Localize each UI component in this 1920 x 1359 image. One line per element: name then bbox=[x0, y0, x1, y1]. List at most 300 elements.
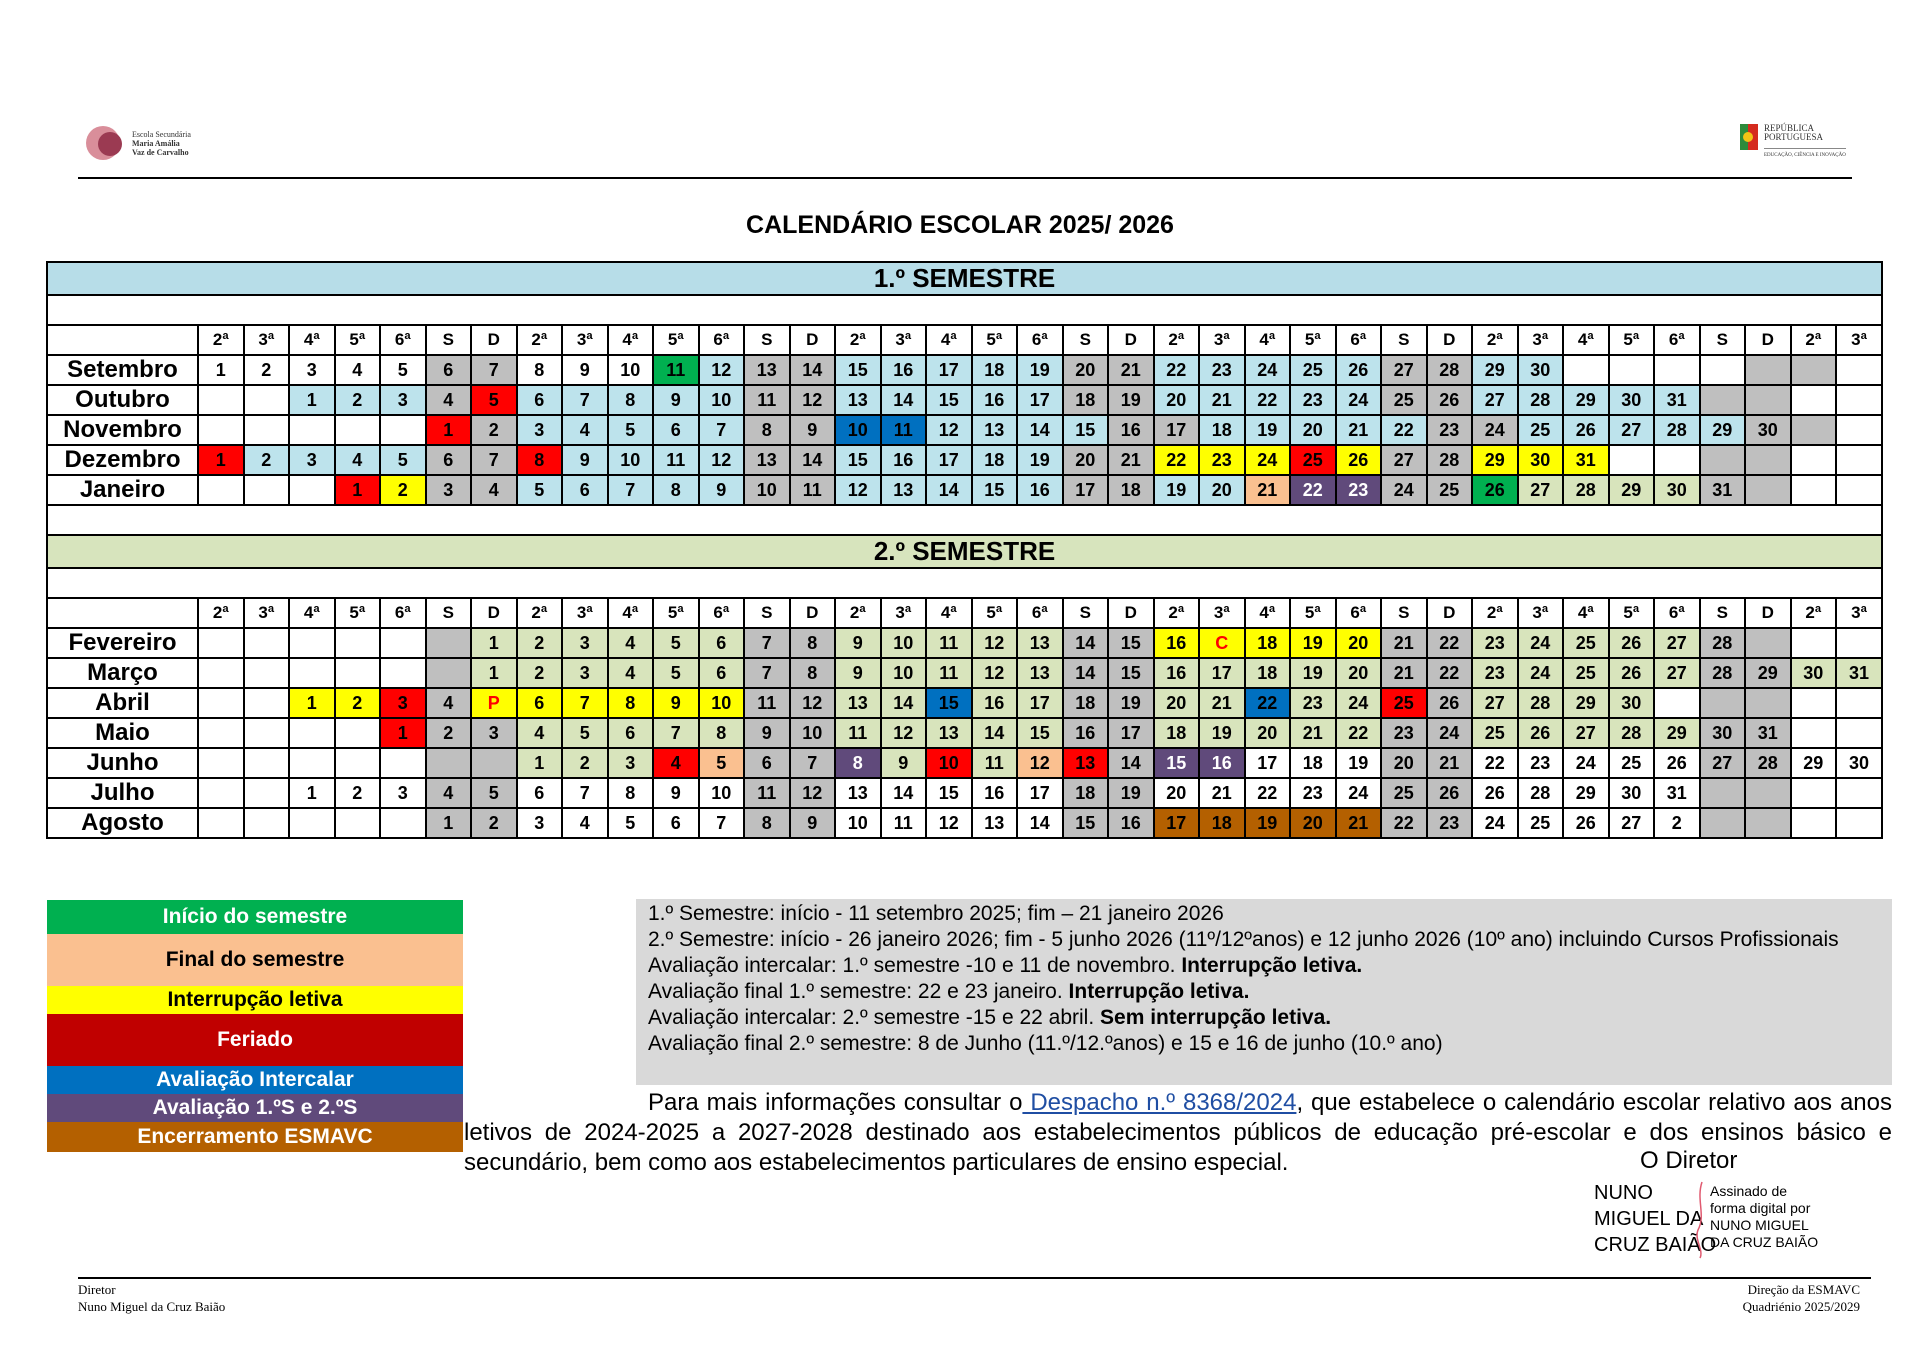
day-cell: 16 bbox=[1108, 808, 1154, 838]
day-cell: 8 bbox=[608, 688, 654, 718]
day-cell: 16 bbox=[972, 778, 1018, 808]
day-cell: 6 bbox=[608, 718, 654, 748]
weekday-header: 2ª bbox=[1791, 598, 1837, 628]
weekday-header: 2ª bbox=[1472, 598, 1518, 628]
day-cell: 12 bbox=[835, 475, 881, 505]
day-cell: 9 bbox=[790, 808, 836, 838]
day-cell: 19 bbox=[1245, 415, 1291, 445]
weekday-header: 3ª bbox=[244, 325, 290, 355]
empty-day-cell bbox=[1700, 778, 1746, 808]
legend-item: Avaliação 1.ºS e 2.ºS bbox=[47, 1094, 463, 1122]
day-cell: 22 bbox=[1427, 628, 1473, 658]
month-row bbox=[47, 808, 1882, 838]
day-cell: 28 bbox=[1518, 385, 1564, 415]
semester-header: 1.º SEMESTRE bbox=[47, 262, 1882, 295]
day-cell: 9 bbox=[699, 475, 745, 505]
weekday-header: 3ª bbox=[1836, 325, 1882, 355]
day-cell: 6 bbox=[699, 658, 745, 688]
month-row bbox=[47, 445, 1882, 475]
empty-day-cell bbox=[1700, 385, 1746, 415]
day-cell: 23 bbox=[1290, 385, 1336, 415]
day-cell: 14 bbox=[972, 718, 1018, 748]
weekday-header: D bbox=[790, 325, 836, 355]
day-cell: 3 bbox=[380, 688, 426, 718]
weekday-header: 2ª bbox=[1154, 325, 1200, 355]
empty-day-cell bbox=[1745, 355, 1791, 385]
day-cell: 7 bbox=[562, 778, 608, 808]
day-cell: 10 bbox=[608, 355, 654, 385]
weekday-header: 4ª bbox=[1563, 325, 1609, 355]
day-cell: 25 bbox=[1518, 808, 1564, 838]
day-cell: 15 bbox=[1063, 415, 1109, 445]
day-cell: 18 bbox=[972, 355, 1018, 385]
day-cell: 17 bbox=[1154, 415, 1200, 445]
empty-day-cell bbox=[198, 415, 244, 445]
day-cell: 14 bbox=[926, 475, 972, 505]
day-cell: 12 bbox=[926, 415, 972, 445]
legend-item: Avaliação Intercalar bbox=[47, 1066, 463, 1094]
note-text: Avaliação intercalar: 2.º semestre -15 e 22 abril. bbox=[648, 1006, 1101, 1029]
weekday-header: 3ª bbox=[1199, 325, 1245, 355]
day-cell: 19 bbox=[1017, 355, 1063, 385]
weekday-header: 6ª bbox=[1336, 325, 1382, 355]
empty-day-cell bbox=[1836, 415, 1882, 445]
day-cell: 26 bbox=[1472, 475, 1518, 505]
empty-day-cell bbox=[289, 658, 335, 688]
day-cell: 25 bbox=[1518, 415, 1564, 445]
month-name: Julho bbox=[47, 778, 198, 808]
day-cell: 20 bbox=[1063, 355, 1109, 385]
day-cell: 12 bbox=[790, 385, 836, 415]
empty-day-cell bbox=[244, 628, 290, 658]
empty-day-cell bbox=[335, 628, 381, 658]
month-row bbox=[47, 688, 1882, 718]
day-cell: 28 bbox=[1563, 475, 1609, 505]
empty-day-cell bbox=[1654, 688, 1700, 718]
weekday-header: 4ª bbox=[608, 325, 654, 355]
empty-day-cell bbox=[1563, 355, 1609, 385]
weekday-header: S bbox=[1381, 325, 1427, 355]
day-cell: 27 bbox=[1700, 748, 1746, 778]
day-cell: 1 bbox=[198, 355, 244, 385]
month-row bbox=[47, 778, 1882, 808]
day-cell: 2 bbox=[335, 385, 381, 415]
digital-signature-line: forma digital por bbox=[1710, 1200, 1811, 1216]
empty-day-cell bbox=[198, 475, 244, 505]
weekday-header: 2ª bbox=[1791, 325, 1837, 355]
day-cell: 22 bbox=[1381, 808, 1427, 838]
weekday-header: D bbox=[471, 598, 517, 628]
day-cell: 5 bbox=[653, 628, 699, 658]
weekday-header: 5ª bbox=[972, 598, 1018, 628]
day-cell: 6 bbox=[653, 808, 699, 838]
day-cell: 31 bbox=[1836, 658, 1882, 688]
weekday-header: 4ª bbox=[1245, 598, 1291, 628]
day-cell: 13 bbox=[1017, 628, 1063, 658]
day-cell: 9 bbox=[562, 355, 608, 385]
weekday-header: D bbox=[1427, 325, 1473, 355]
weekday-header: 5ª bbox=[1290, 325, 1336, 355]
weekday-header: S bbox=[744, 598, 790, 628]
day-cell: 14 bbox=[1108, 748, 1154, 778]
weekday-header: 3ª bbox=[1518, 325, 1564, 355]
day-cell: 26 bbox=[1609, 628, 1655, 658]
weekday-header: 2ª bbox=[517, 598, 563, 628]
empty-day-cell bbox=[1836, 808, 1882, 838]
footer-left-line2: Nuno Miguel da Cruz Baião bbox=[78, 1299, 226, 1314]
day-cell: 20 bbox=[1290, 808, 1336, 838]
empty-day-cell bbox=[380, 748, 426, 778]
day-cell: 20 bbox=[1381, 748, 1427, 778]
day-cell: 27 bbox=[1563, 718, 1609, 748]
day-cell: 9 bbox=[653, 385, 699, 415]
empty-day-cell bbox=[426, 658, 472, 688]
note-text: Avaliação final 2.º semestre: 8 de Junho (11.º/12.ºanos) e 15 e 16 de junho (10.º ano) bbox=[648, 1032, 1443, 1055]
note-text: 2.º Semestre: início - 26 janeiro 2026; fim - 5 junho 2026 (11º/12ºanos) e 12 junho 2026 (10º ano) incluindo Cursos Profissionais bbox=[648, 928, 1839, 951]
month-name: Agosto bbox=[47, 808, 198, 838]
spacer-row bbox=[47, 568, 1882, 598]
day-cell: 1 bbox=[198, 445, 244, 475]
day-cell: 20 bbox=[1154, 688, 1200, 718]
day-cell: 13 bbox=[1017, 658, 1063, 688]
day-cell: 12 bbox=[1017, 748, 1063, 778]
day-cell: 10 bbox=[835, 415, 881, 445]
day-cell: 25 bbox=[1381, 778, 1427, 808]
day-cell: 22 bbox=[1245, 778, 1291, 808]
day-cell: 22 bbox=[1290, 475, 1336, 505]
day-cell: 21 bbox=[1336, 415, 1382, 445]
day-cell: 12 bbox=[972, 658, 1018, 688]
despacho-link[interactable]: Despacho n.º 8368/2024 bbox=[1022, 1089, 1297, 1116]
note-line bbox=[648, 927, 1892, 953]
day-cell: 7 bbox=[744, 628, 790, 658]
day-cell: 1 bbox=[380, 718, 426, 748]
day-cell: 14 bbox=[881, 688, 927, 718]
day-cell: 7 bbox=[653, 718, 699, 748]
day-cell: 21 bbox=[1108, 355, 1154, 385]
day-cell: 15 bbox=[926, 385, 972, 415]
day-cell: 21 bbox=[1290, 718, 1336, 748]
day-cell: 15 bbox=[926, 688, 972, 718]
day-cell: 5 bbox=[471, 385, 517, 415]
day-cell: 6 bbox=[562, 475, 608, 505]
school-emblem-icon bbox=[84, 124, 128, 162]
day-cell: 10 bbox=[744, 475, 790, 505]
day-cell: 19 bbox=[1336, 748, 1382, 778]
day-cell: 3 bbox=[471, 718, 517, 748]
day-cell: 11 bbox=[744, 385, 790, 415]
weekday-header: 6ª bbox=[380, 325, 426, 355]
day-cell: 9 bbox=[881, 748, 927, 778]
day-cell: 22 bbox=[1245, 688, 1291, 718]
day-cell: 12 bbox=[926, 808, 972, 838]
signature-name-line: MIGUEL DA bbox=[1594, 1208, 1704, 1230]
day-cell: 11 bbox=[835, 718, 881, 748]
empty-day-cell bbox=[1836, 355, 1882, 385]
empty-day-cell bbox=[244, 778, 290, 808]
semester-notes bbox=[636, 899, 1892, 1085]
day-cell: 15 bbox=[835, 445, 881, 475]
empty-day-cell bbox=[289, 808, 335, 838]
school-logo-text bbox=[132, 130, 191, 157]
day-cell: 7 bbox=[790, 748, 836, 778]
day-cell: 22 bbox=[1154, 445, 1200, 475]
day-cell: 18 bbox=[1154, 718, 1200, 748]
day-cell: 4 bbox=[562, 808, 608, 838]
day-cell: 16 bbox=[1199, 748, 1245, 778]
month-row bbox=[47, 475, 1882, 505]
day-cell: 8 bbox=[744, 808, 790, 838]
day-cell: 29 bbox=[1700, 415, 1746, 445]
weekday-header: 5ª bbox=[335, 325, 381, 355]
day-cell: 20 bbox=[1199, 475, 1245, 505]
digital-signature-line: Assinado de bbox=[1710, 1183, 1788, 1199]
month-name: Setembro bbox=[47, 355, 198, 385]
school-logo-line1: Escola Secundária bbox=[132, 129, 191, 139]
day-cell: 5 bbox=[517, 475, 563, 505]
day-cell: 25 bbox=[1563, 628, 1609, 658]
day-cell: 3 bbox=[562, 628, 608, 658]
day-cell: 15 bbox=[972, 475, 1018, 505]
empty-day-cell bbox=[198, 628, 244, 658]
day-cell: 23 bbox=[1518, 748, 1564, 778]
digital-signature-text bbox=[1710, 1183, 1818, 1251]
day-cell: 4 bbox=[335, 445, 381, 475]
footer-right-line2: Quadriénio 2025/2029 bbox=[1742, 1299, 1860, 1314]
empty-day-cell bbox=[244, 808, 290, 838]
signature-name-line: CRUZ BAIÃO bbox=[1594, 1234, 1717, 1256]
day-cell: 22 bbox=[1245, 385, 1291, 415]
weekday-header: 6ª bbox=[1017, 598, 1063, 628]
note-emphasis: Sem interrupção letiva. bbox=[1100, 1006, 1332, 1029]
day-cell: 2 bbox=[1654, 808, 1700, 838]
day-cell: 3 bbox=[289, 445, 335, 475]
day-cell: 11 bbox=[790, 475, 836, 505]
empty-day-cell bbox=[1836, 628, 1882, 658]
day-cell: 10 bbox=[881, 658, 927, 688]
day-cell: 31 bbox=[1654, 385, 1700, 415]
weekday-header: 2ª bbox=[198, 598, 244, 628]
day-cell: 5 bbox=[562, 718, 608, 748]
day-cell: 10 bbox=[699, 385, 745, 415]
empty-day-cell bbox=[1700, 445, 1746, 475]
day-cell: 11 bbox=[744, 688, 790, 718]
day-cell: 25 bbox=[1472, 718, 1518, 748]
weekday-header: 3ª bbox=[881, 325, 927, 355]
day-cell: 20 bbox=[1290, 415, 1336, 445]
empty-day-cell bbox=[1745, 628, 1791, 658]
weekday-header: S bbox=[1700, 325, 1746, 355]
empty-day-cell bbox=[244, 385, 290, 415]
note-emphasis: Interrupção letiva. bbox=[1068, 980, 1250, 1003]
weekday-header: S bbox=[1700, 598, 1746, 628]
day-cell: 15 bbox=[1063, 808, 1109, 838]
month-name: Novembro bbox=[47, 415, 198, 445]
day-cell: 23 bbox=[1336, 475, 1382, 505]
day-cell: 2 bbox=[244, 445, 290, 475]
day-cell: 8 bbox=[699, 718, 745, 748]
day-cell: 31 bbox=[1654, 778, 1700, 808]
weekday-header: 6ª bbox=[699, 598, 745, 628]
day-cell: 24 bbox=[1336, 778, 1382, 808]
day-cell: 15 bbox=[926, 778, 972, 808]
digital-signature-line: NUNO MIGUEL bbox=[1710, 1217, 1809, 1233]
day-cell: 20 bbox=[1245, 718, 1291, 748]
empty-day-cell bbox=[380, 808, 426, 838]
day-cell: 30 bbox=[1745, 415, 1791, 445]
day-cell: 27 bbox=[1381, 445, 1427, 475]
day-cell: 18 bbox=[1199, 415, 1245, 445]
day-cell: 4 bbox=[471, 475, 517, 505]
day-cell: 24 bbox=[1472, 808, 1518, 838]
day-cell: 4 bbox=[608, 658, 654, 688]
weekday-header: D bbox=[1108, 598, 1154, 628]
day-cell: 27 bbox=[1472, 688, 1518, 718]
empty-day-cell bbox=[380, 628, 426, 658]
day-cell: 23 bbox=[1381, 718, 1427, 748]
day-cell: 13 bbox=[835, 778, 881, 808]
month-row bbox=[47, 748, 1882, 778]
day-cell: 22 bbox=[1427, 658, 1473, 688]
weekday-header: 4ª bbox=[1563, 598, 1609, 628]
empty-day-cell bbox=[380, 658, 426, 688]
day-cell: 3 bbox=[608, 748, 654, 778]
day-cell: 19 bbox=[1017, 445, 1063, 475]
day-cell: 24 bbox=[1518, 658, 1564, 688]
empty-day-cell bbox=[289, 628, 335, 658]
weekday-header: D bbox=[1745, 325, 1791, 355]
weekday-header: 6ª bbox=[1017, 325, 1063, 355]
header-rule bbox=[78, 177, 1852, 179]
day-cell: 14 bbox=[1063, 628, 1109, 658]
day-cell: 21 bbox=[1245, 475, 1291, 505]
day-cell: 17 bbox=[1108, 718, 1154, 748]
day-cell: 13 bbox=[1063, 748, 1109, 778]
empty-day-cell bbox=[335, 415, 381, 445]
day-cell: 26 bbox=[1563, 808, 1609, 838]
day-cell: 24 bbox=[1518, 628, 1564, 658]
day-cell: 2 bbox=[426, 718, 472, 748]
day-cell: 1 bbox=[289, 688, 335, 718]
weekday-header: 5ª bbox=[653, 598, 699, 628]
day-cell: 26 bbox=[1336, 355, 1382, 385]
day-cell: 26 bbox=[1427, 688, 1473, 718]
day-cell: 18 bbox=[1290, 748, 1336, 778]
day-cell: 26 bbox=[1427, 778, 1473, 808]
footer-rule bbox=[78, 1277, 1871, 1279]
spacer-row bbox=[47, 505, 1882, 535]
empty-day-cell bbox=[198, 658, 244, 688]
month-name: Junho bbox=[47, 748, 198, 778]
day-cell: 7 bbox=[471, 355, 517, 385]
day-cell: 17 bbox=[1017, 778, 1063, 808]
weekday-header: D bbox=[1108, 325, 1154, 355]
day-cell: 12 bbox=[790, 778, 836, 808]
day-cell: 5 bbox=[608, 415, 654, 445]
day-cell: 28 bbox=[1518, 688, 1564, 718]
empty-day-cell bbox=[198, 688, 244, 718]
day-cell: 18 bbox=[972, 445, 1018, 475]
day-cell: 8 bbox=[835, 748, 881, 778]
day-cell: 31 bbox=[1563, 445, 1609, 475]
day-cell: 23 bbox=[1199, 445, 1245, 475]
empty-day-cell bbox=[1609, 355, 1655, 385]
day-cell: 20 bbox=[1154, 778, 1200, 808]
footer-left bbox=[78, 1281, 225, 1315]
day-cell: 16 bbox=[972, 688, 1018, 718]
empty-day-cell bbox=[1745, 475, 1791, 505]
day-cell: 25 bbox=[1381, 385, 1427, 415]
day-cell: 4 bbox=[426, 688, 472, 718]
day-cell: 2 bbox=[471, 415, 517, 445]
day-cell: 21 bbox=[1336, 808, 1382, 838]
weekday-header: S bbox=[426, 598, 472, 628]
day-cell: 5 bbox=[380, 355, 426, 385]
weekday-header: S bbox=[426, 325, 472, 355]
day-cell: 29 bbox=[1654, 718, 1700, 748]
day-cell: 11 bbox=[881, 808, 927, 838]
day-cell: 13 bbox=[881, 475, 927, 505]
day-cell: 15 bbox=[1108, 658, 1154, 688]
empty-day-cell bbox=[198, 748, 244, 778]
day-cell: 16 bbox=[1108, 415, 1154, 445]
month-row bbox=[47, 385, 1882, 415]
empty-day-cell bbox=[198, 385, 244, 415]
day-cell: 13 bbox=[835, 385, 881, 415]
day-cell: 16 bbox=[1154, 658, 1200, 688]
empty-day-cell bbox=[380, 415, 426, 445]
director-label: O Diretor bbox=[1640, 1147, 1738, 1174]
day-cell: 14 bbox=[1017, 415, 1063, 445]
day-cell: 4 bbox=[426, 385, 472, 415]
day-cell: 12 bbox=[699, 355, 745, 385]
day-cell: 21 bbox=[1381, 658, 1427, 688]
empty-day-cell bbox=[198, 718, 244, 748]
month-row bbox=[47, 415, 1882, 445]
day-cell: 11 bbox=[972, 748, 1018, 778]
day-cell: 30 bbox=[1654, 475, 1700, 505]
day-cell: 8 bbox=[608, 385, 654, 415]
legend-item: Encerramento ESMAVC bbox=[47, 1122, 463, 1152]
month-name: Maio bbox=[47, 718, 198, 748]
weekday-header: 2ª bbox=[835, 598, 881, 628]
day-cell: 18 bbox=[1199, 808, 1245, 838]
day-cell: 15 bbox=[1017, 718, 1063, 748]
signature-name-line: NUNO bbox=[1594, 1182, 1653, 1204]
day-cell: 29 bbox=[1563, 688, 1609, 718]
note-line bbox=[648, 1031, 1892, 1057]
day-cell: 8 bbox=[790, 658, 836, 688]
empty-day-cell bbox=[471, 748, 517, 778]
day-cell: 24 bbox=[1472, 415, 1518, 445]
day-cell: 16 bbox=[972, 385, 1018, 415]
footer-right bbox=[1743, 1281, 1860, 1315]
day-cell: 18 bbox=[1245, 628, 1291, 658]
day-cell: 22 bbox=[1381, 415, 1427, 445]
day-cell: 17 bbox=[1063, 475, 1109, 505]
day-cell: 27 bbox=[1472, 385, 1518, 415]
day-cell: 6 bbox=[517, 688, 563, 718]
month-name: Fevereiro bbox=[47, 628, 198, 658]
day-cell: 26 bbox=[1336, 445, 1382, 475]
empty-day-cell bbox=[198, 778, 244, 808]
day-cell: 1 bbox=[289, 778, 335, 808]
month-row bbox=[47, 658, 1882, 688]
weekday-header: 3ª bbox=[562, 325, 608, 355]
day-cell: 10 bbox=[835, 808, 881, 838]
day-cell: 30 bbox=[1836, 748, 1882, 778]
day-cell: 2 bbox=[517, 658, 563, 688]
